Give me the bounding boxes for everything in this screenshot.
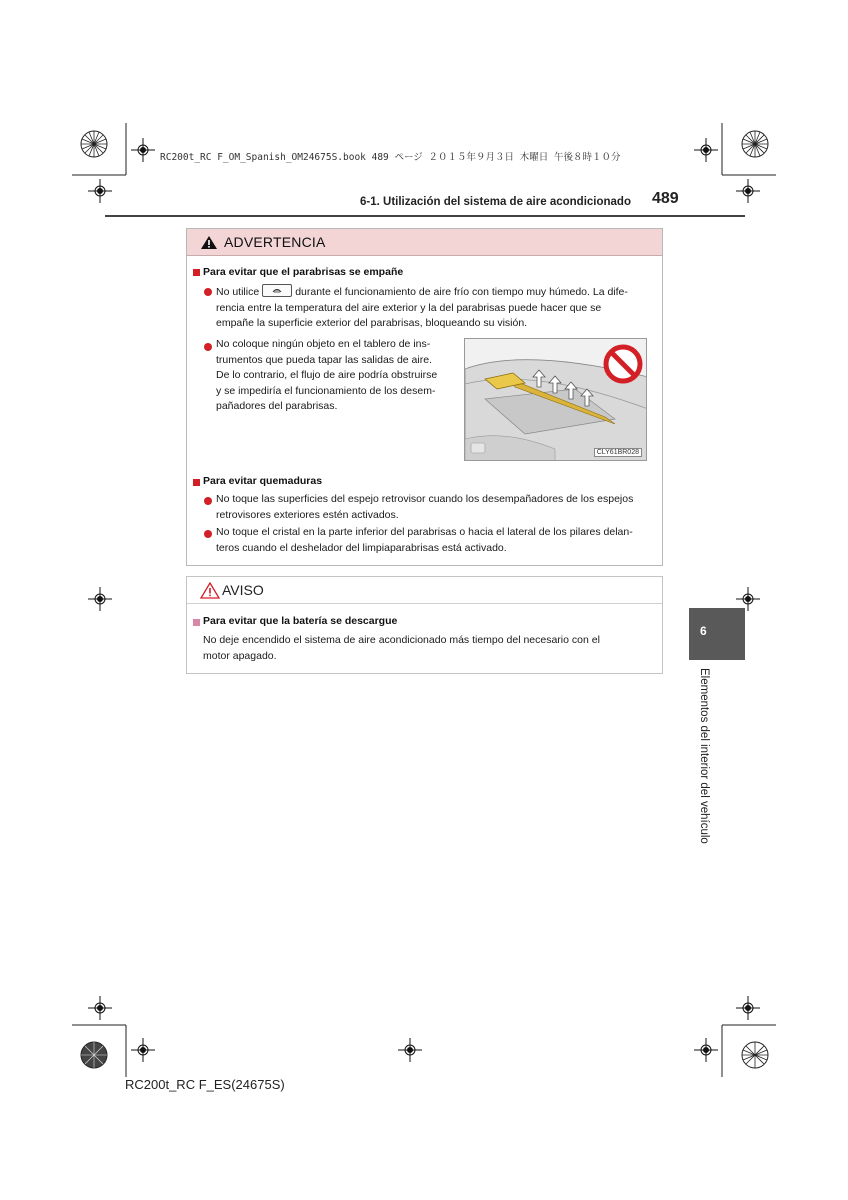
notice-box bbox=[186, 576, 663, 674]
header-rule bbox=[105, 215, 745, 217]
bullet-icon bbox=[204, 530, 212, 538]
warning-title: ADVERTENCIA bbox=[224, 234, 326, 250]
text-line: retrovisores exteriores estén activados. bbox=[216, 508, 399, 521]
chapter-number: 6 bbox=[700, 624, 707, 638]
bullet-icon bbox=[204, 497, 212, 505]
text-line: empañe la superficie exterior del parabrisas, bloqueando su visión. bbox=[216, 317, 528, 329]
text-segment: No utilice bbox=[216, 286, 260, 298]
text-line: No deje encendido el sistema de aire acondicionado más tiempo del necesario con el bbox=[203, 634, 600, 646]
text-line: De lo contrario, el flujo de aire podría obstruirse bbox=[216, 369, 438, 381]
notice-heading: Para evitar que la batería se descargue bbox=[203, 615, 398, 627]
bullet-icon bbox=[204, 343, 212, 351]
text-line: teros cuando el deshelador del limpiaparabrisas está activado. bbox=[216, 541, 507, 554]
warning-burns-bullet-2 bbox=[216, 525, 659, 556]
text-line: No toque las superficies del espejo retrovisor cuando los desempañadores de los espejos bbox=[216, 493, 634, 505]
warning-heading-fog: Para evitar que el parabrisas se empañe bbox=[203, 266, 404, 278]
text-line: pañadores del parabrisas. bbox=[216, 400, 338, 412]
warning-triangle-icon bbox=[200, 235, 218, 250]
warning-fog-bullet-1 bbox=[216, 284, 659, 332]
section-title: 6-1. Utilización del sistema de aire acondicionado bbox=[360, 196, 631, 208]
notice-title: AVISO bbox=[222, 582, 264, 598]
text-segment: durante el funcionamiento de aire frío con tiempo muy húmedo. La dife- bbox=[295, 286, 628, 298]
chapter-tab bbox=[689, 608, 745, 660]
dashboard-illustration bbox=[464, 338, 647, 461]
page-number: 489 bbox=[652, 190, 679, 207]
bullet-icon bbox=[204, 288, 212, 296]
print-header: RC200t_RC F_OM_Spanish_OM24675S.book 489 ページ ２０１５年９月３日 木曜日 午後８時１０分 bbox=[160, 152, 621, 163]
text-line: No coloque ningún objeto en el tablero de ins- bbox=[216, 338, 431, 350]
warning-fog-bullet-2 bbox=[216, 337, 461, 415]
illustration-code: CLY61BR028 bbox=[594, 448, 642, 457]
section-square-icon bbox=[193, 479, 200, 486]
chapter-title-text: Elementos del interior del vehículo bbox=[698, 668, 710, 844]
warning-burns-bullet-1 bbox=[216, 492, 659, 523]
text-line: motor apagado. bbox=[203, 649, 277, 662]
text-line: trumentos que pueda tapar las salidas de aire. bbox=[216, 353, 432, 366]
notice-body bbox=[203, 633, 654, 664]
prohibited-icon bbox=[602, 343, 644, 385]
windshield-defroster-icon bbox=[272, 286, 282, 294]
chapter-title bbox=[696, 668, 712, 848]
notice-header bbox=[187, 577, 662, 604]
warning-header bbox=[187, 229, 662, 256]
caution-triangle-icon bbox=[200, 582, 220, 599]
warning-heading-burns: Para evitar quemaduras bbox=[203, 475, 323, 487]
section-square-icon bbox=[193, 269, 200, 276]
footer-model: RC200t_RC F_ES(24675S) bbox=[125, 1077, 285, 1092]
section-square-icon bbox=[193, 619, 200, 626]
text-line: rencia entre la temperatura del aire exterior y la del parabrisas puede hacer que se bbox=[216, 301, 602, 314]
text-line: No toque el cristal en la parte inferior del parabrisas o hacia el lateral de los pilares delan- bbox=[216, 526, 633, 538]
defroster-button-inline bbox=[262, 284, 292, 297]
text-line: y se impediría el funcionamiento de los desem- bbox=[216, 384, 436, 397]
